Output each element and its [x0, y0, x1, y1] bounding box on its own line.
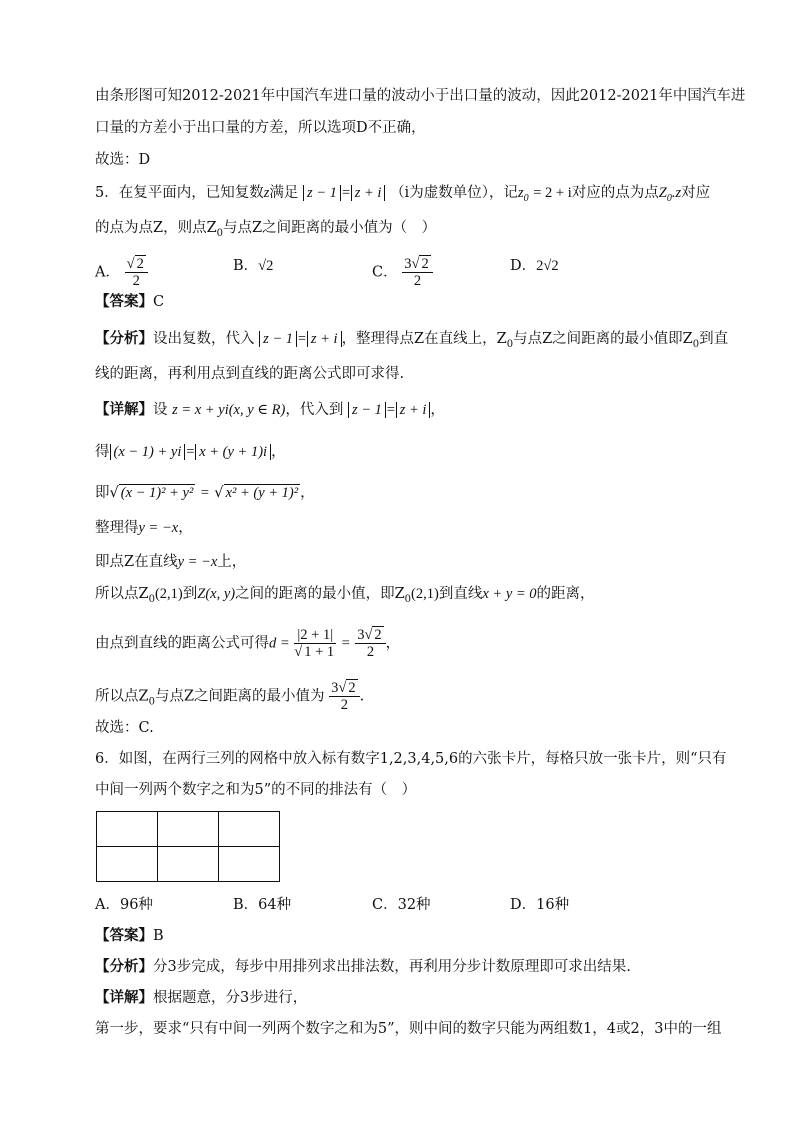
question-5-line2: 的点为点Z，则点$Z_0$与点Z之间距离的最小值为（ ） [95, 220, 437, 239]
text-line: 由条形图可知2012-2021年中国汽车进口量的波动小于出口量的波动，因此2012-2021年中国汽车进 [95, 88, 746, 104]
question-5: 5．在复平面内，已知复数z满足 z − 1 = z + i （i为虚数单位），记$z_0 = 2 + i$对应的点为点$Z_0.z$对应 [95, 185, 711, 204]
step-6: 由点到直线的距离公式可得d = $\frac{|2 + 1|}{√ 1 + 1}$ = $\frac{3√ 2}{2}$ ， [95, 627, 401, 660]
question-6: 6．如图，在两行三列的网格中放入标有数字1,2,3,4,5,6的六张卡片，每格只放一张卡片，则“只有 [95, 751, 727, 767]
option-5a: A． $\frac{√ 2}{2}$ [95, 256, 148, 289]
grid-cell [97, 812, 158, 847]
grid-cell [219, 812, 280, 847]
analysis-6: 【分析】分3步完成，每步中用排列求出排法数，再利用分步计数原理即可求出结果. [95, 958, 631, 975]
option-6c: C．32种 [372, 897, 431, 913]
text-line: 故选：D [95, 152, 151, 168]
detail-5: 【详解】设 z = x + yi(x, y ∈ R)，代入到 z − 1 = z + i ， [95, 401, 445, 418]
option-6d: D．16种 [510, 897, 570, 913]
text-line: 第一步，要求“只有中间一列两个数字之和为5”，则中间的数字只能为两组数1，4或2，3中的一组 [95, 1021, 722, 1037]
analysis-5: 【分析】设出复数，代入 z − 1 = z + i ，整理得点Z在直线上，$Z_0$与点Z之间距离的最小值即$Z_0$到直 [95, 330, 729, 350]
question-6-line2: 中间一列两个数字之和为5”的不同的排法有（ ） [95, 782, 417, 798]
step-8: 故选：C. [95, 720, 154, 736]
text-line: 口量的方差小于出口量的方差，所以选项D不正确， [95, 120, 426, 136]
option-6b: B．64种 [233, 897, 292, 913]
detail-6: 【详解】根据题意，分3步进行， [95, 989, 308, 1006]
option-5b: B．√2 [233, 258, 274, 274]
analysis-5-line2: 线的距离，再利用点到直线的距离公式即可求得. [95, 366, 405, 382]
grid-cell [158, 812, 219, 847]
option-5d: D．2√2 [510, 258, 559, 274]
grid-cell [158, 847, 219, 882]
card-grid [96, 811, 280, 882]
step-1: 得 (x − 1) + yi = x + (y + 1)i ， [95, 444, 286, 460]
step-5: 所以点$Z_0(2,1)$到Z(x, y)之间的距离的最小值，即$Z_0(2,1)$到直线x + y = 0的距离， [95, 586, 595, 605]
option-6a: A．96种 [95, 897, 153, 913]
grid-cell [97, 847, 158, 882]
step-3: 整理得y = −x， [95, 520, 193, 536]
answer-6: 【答案】B [95, 927, 164, 944]
option-5c: C． $\frac{3√ 2}{2}$ [372, 256, 433, 289]
step-2: 即√ (x − 1)² + y² = √ x² + (y + 1)² ， [95, 485, 315, 501]
answer-5: 【答案】C [95, 293, 165, 310]
grid-cell [219, 847, 280, 882]
step-4: 即点Z在直线y = −x上， [95, 554, 247, 570]
step-7: 所以点$Z_0$与点Z之间距离的最小值为 $\frac{3√ 2}{2}$ . [95, 680, 365, 713]
